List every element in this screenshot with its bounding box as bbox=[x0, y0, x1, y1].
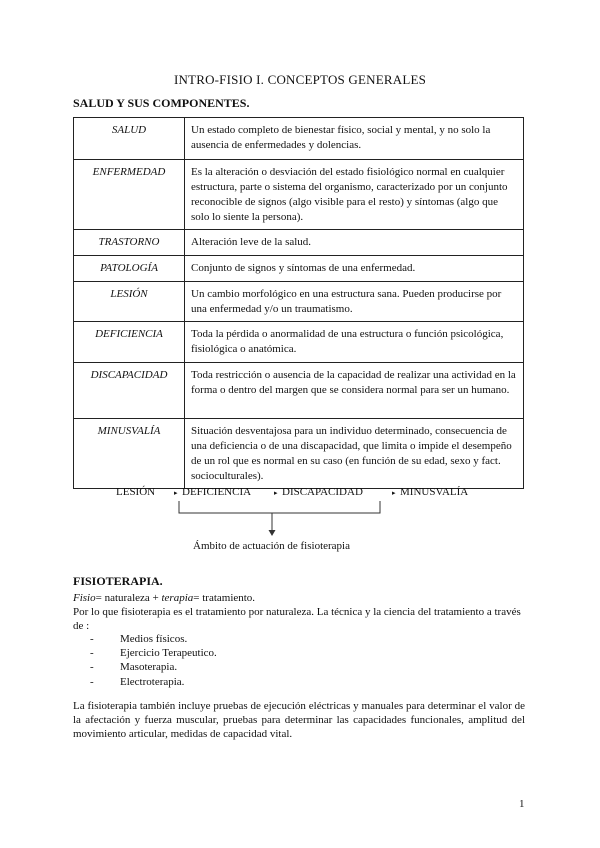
paragraph-definition: Por lo que fisioterapia es el tratamiento por naturaleza. La técnica y la ciencia del tratamiento a través de : bbox=[73, 606, 521, 632]
term-cell: LESIÓN bbox=[74, 282, 185, 322]
list-item-text: Masoterapia. bbox=[120, 661, 178, 674]
definition-cell: Toda restricción o ausencia de la capacidad de realizar una actividad en la forma o dentro del margen que se considera normal para ser un humano. bbox=[185, 363, 524, 419]
table-row bbox=[74, 419, 524, 489]
table-row bbox=[74, 160, 524, 230]
definition-cell: Un estado completo de bienestar físico, social y mental, y no solo la ausencia de enfermedades y dolencias. bbox=[185, 118, 524, 160]
list-dash: - bbox=[90, 661, 94, 674]
term-cell: DEFICIENCIA bbox=[74, 322, 185, 363]
table-row bbox=[74, 282, 524, 322]
section-heading-salud: SALUD Y SUS COMPONENTES. bbox=[73, 96, 250, 110]
table-row bbox=[74, 118, 524, 160]
page-title: INTRO-FISIO I. CONCEPTOS GENERALES bbox=[173, 72, 427, 87]
term-cell: PATOLOGÍA bbox=[74, 256, 185, 282]
section-heading-fisioterapia: FISIOTERAPIA. bbox=[73, 574, 163, 588]
term-cell: SALUD bbox=[74, 118, 185, 160]
list-dash: - bbox=[90, 675, 94, 688]
diagram-caption: Ámbito de actuación de fisioterapia bbox=[193, 540, 350, 552]
list-item-text: Medios físicos. bbox=[120, 633, 188, 645]
diagram-step-deficiencia: DEFICIENCIA bbox=[182, 486, 252, 498]
arrow-down-icon bbox=[269, 530, 276, 536]
term-cell: TRASTORNO bbox=[74, 230, 185, 256]
table-row bbox=[74, 230, 524, 256]
diagram-step-lesion: LESIÓN bbox=[116, 486, 156, 498]
term-cell: MINUSVALÍA bbox=[74, 419, 185, 489]
table-row bbox=[74, 256, 524, 282]
terapia-word: terapia bbox=[161, 592, 194, 604]
term-cell: DISCAPACIDAD bbox=[74, 363, 185, 419]
arrow-right-icon: ▸ bbox=[274, 489, 278, 497]
paragraph-tests: La fisioterapia también incluye pruebas de ejecución eléctricas y manuales para determinar el valor de la afectación y fuerza muscular, pruebas para determinar las capacidades funcionales, amplitud del movimiento articular, medidas de capacidad vital. bbox=[73, 700, 525, 740]
fisio-meaning: = naturaleza + bbox=[95, 592, 162, 604]
etymology-line bbox=[73, 591, 525, 605]
term-cell: ENFERMEDAD bbox=[74, 160, 185, 230]
methods-list bbox=[90, 632, 217, 689]
definition-cell: Situación desventajosa para un individuo determinado, consecuencia de una deficiencia o de una discapacidad, que limita o impide el desempeño de un rol que es normal en su caso (en función de su edad, sexo y fact. socioculturales). bbox=[185, 419, 524, 489]
definition-cell: Toda la pérdida o anormalidad de una estructura o función psicológica, fisiológica o anatómica. bbox=[185, 322, 524, 363]
arrow-right-icon: ▸ bbox=[174, 489, 178, 497]
definition-cell: Es la alteración o desviación del estado fisiológico normal en cualquier estructura, parte o sistema del organismo, caracterizado por un conjunto reconocible de signos (algo visible para el resto) y síntomas (algo que solo lo siente la persona). bbox=[185, 160, 524, 230]
definition-cell: Alteración leve de la salud. bbox=[185, 230, 524, 256]
diagram-step-discapacidad: DISCAPACIDAD bbox=[282, 486, 363, 498]
table-row bbox=[74, 322, 524, 363]
list-item-text: Electroterapia. bbox=[120, 675, 185, 688]
table-row bbox=[74, 363, 524, 419]
definitions-table bbox=[73, 117, 524, 489]
list-item bbox=[90, 646, 217, 660]
diagram-step-minusvalia: MINUSVALÍA bbox=[400, 486, 469, 498]
terapia-meaning: = tratamiento. bbox=[193, 592, 256, 604]
list-item-text: Ejercicio Terapeutico. bbox=[120, 647, 217, 660]
list-item bbox=[90, 660, 217, 674]
list-item bbox=[90, 632, 217, 646]
progression-diagram bbox=[0, 480, 600, 560]
definition-cell: Conjunto de signos y síntomas de una enfermedad. bbox=[185, 256, 524, 282]
definition-cell: Un cambio morfológico en una estructura sana. Pueden producirse por una enfermedad y/o un traumatismo. bbox=[185, 282, 524, 322]
list-dash: - bbox=[90, 633, 94, 645]
arrow-right-icon: ▸ bbox=[392, 489, 396, 497]
list-dash: - bbox=[90, 647, 94, 660]
fisio-word: Fisio bbox=[73, 592, 96, 604]
list-item bbox=[90, 675, 217, 689]
page-number: 1 bbox=[519, 798, 525, 810]
